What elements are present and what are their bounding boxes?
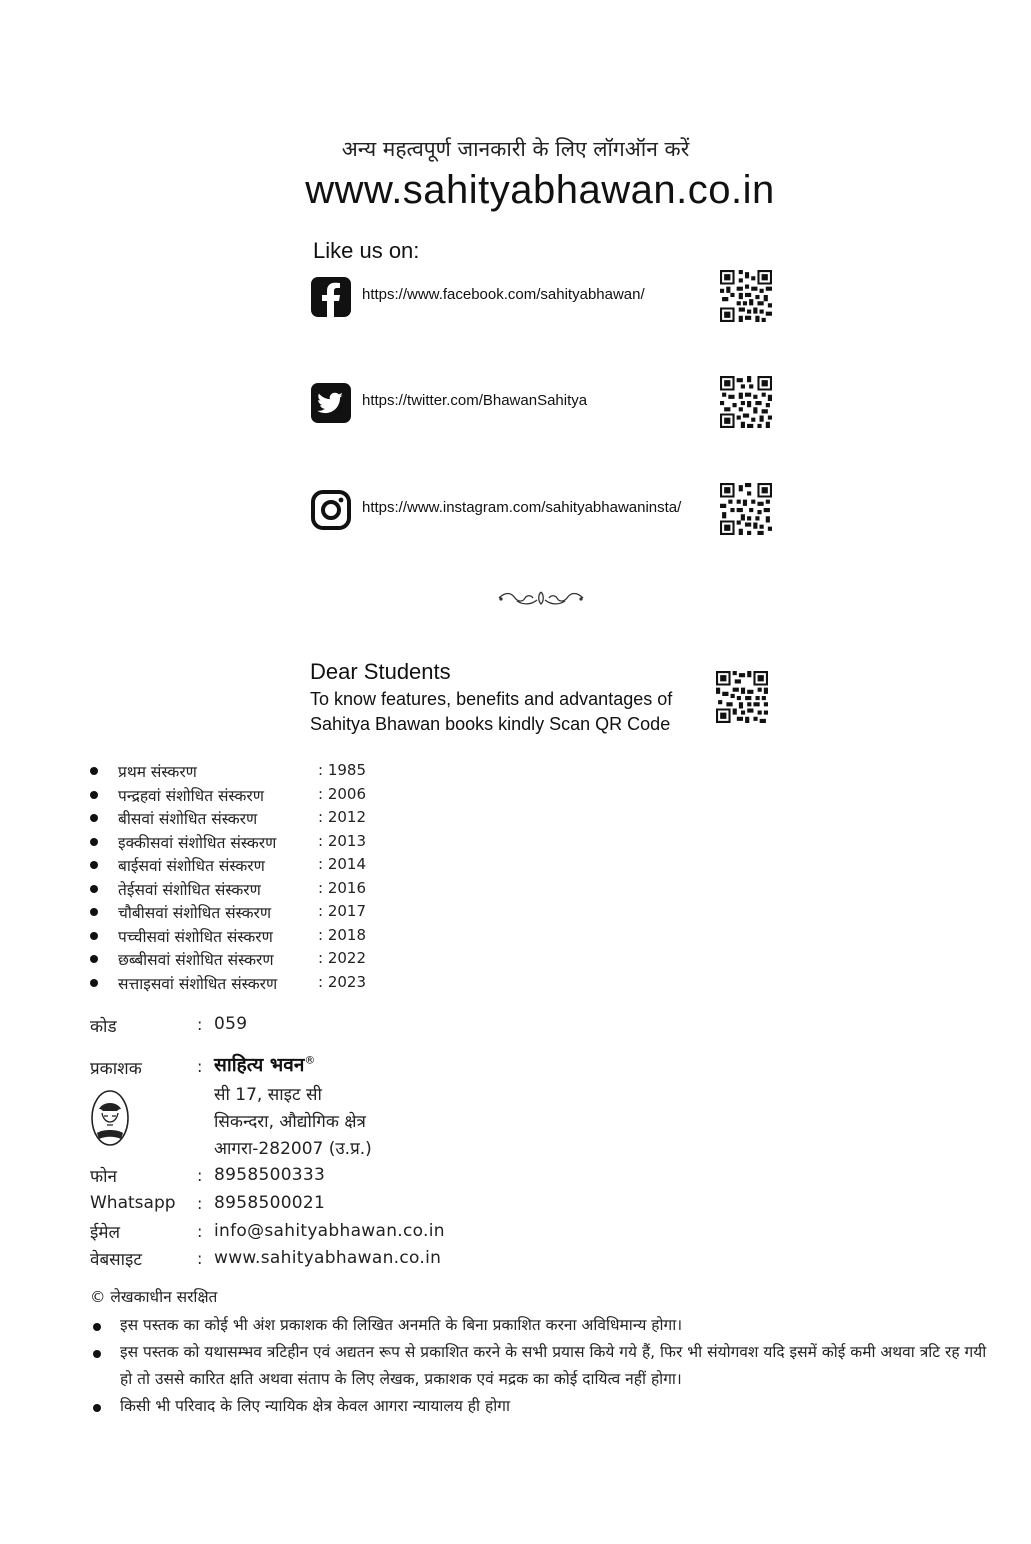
bullet-icon xyxy=(90,767,98,775)
bullet-icon xyxy=(90,838,98,846)
list-item: चौबीसवां संशोधित संस्करण : 2017 xyxy=(90,901,470,925)
qr-code-instagram xyxy=(720,483,772,535)
whatsapp-colon: : xyxy=(197,1194,203,1213)
bullet-icon xyxy=(90,791,98,799)
code-value: 059 xyxy=(214,1014,248,1034)
website-label: वेबसाइट xyxy=(90,1250,142,1270)
copyright-notice: © लेखकाधीन सरक्षित xyxy=(90,1288,218,1306)
website-value[interactable]: www.sahityabhawan.co.in xyxy=(214,1248,442,1268)
code-label: कोड xyxy=(90,1017,117,1037)
list-item: सत्ताइसवां संशोधित संस्करण : 2023 xyxy=(90,972,470,996)
address-line-2: सिकन्दरा, औद्योगिक क्षेत्र xyxy=(214,1112,366,1132)
bullet-icon xyxy=(93,1350,101,1358)
list-item: तेईसवां संशोधित संस्करण : 2016 xyxy=(90,878,470,902)
list-item: इक्कीसवां संशोधित संस्करण : 2013 xyxy=(90,831,470,855)
social-row-twitter[interactable] xyxy=(310,382,772,436)
website-heading[interactable]: www.sahityabhawan.co.in xyxy=(305,168,775,212)
twitter-icon[interactable] xyxy=(310,382,352,424)
bullet-icon xyxy=(90,908,98,916)
email-colon: : xyxy=(197,1222,203,1241)
list-item: बीसवां संशोधित संस्करण : 2012 xyxy=(90,807,470,831)
dear-students-line-2: Sahitya Bhawan books kindly Scan QR Code xyxy=(310,714,671,734)
logon-intro: अन्य महत्वपूर्ण जानकारी के लिए लॉगऑन करें xyxy=(341,137,690,161)
list-item: इस पस्तक को यथासम्भव त्रटिहीन एवं अद्यतन रूप से प्रकाशित करने के सभी प्रयास किये गये हैं, फिर भी संयोगवश यदि इसमें कोई कमी अथवा त्रटि रह गयी हो तो उससे कारित क्षति अथवा संताप के लिए लेखक, प्रकाशक एवं मद्रक का कोई दायित्व नहीं होगा। xyxy=(90,1339,995,1393)
ornament-divider xyxy=(497,588,585,608)
publisher-label: प्रकाशक xyxy=(90,1059,142,1079)
address-line-1: सी 17, साइट सी xyxy=(214,1085,322,1105)
social-row-instagram[interactable] xyxy=(310,489,772,543)
list-item: प्रथम संस्करण : 1985 xyxy=(90,760,470,784)
email-value[interactable]: info@sahityabhawan.co.in xyxy=(214,1221,445,1241)
whatsapp-value[interactable]: 8958500021 xyxy=(214,1193,326,1213)
email-label: ईमेल xyxy=(90,1223,121,1243)
qr-code-twitter xyxy=(720,376,772,428)
bullet-icon xyxy=(90,955,98,963)
publisher-name: साहित्य भवन® xyxy=(214,1053,316,1076)
bullet-icon xyxy=(90,932,98,940)
facebook-icon[interactable] xyxy=(310,276,352,318)
bullet-icon xyxy=(90,814,98,822)
instagram-icon[interactable] xyxy=(310,489,352,531)
social-row-facebook[interactable] xyxy=(310,276,772,330)
publisher-colon: : xyxy=(197,1057,203,1076)
phone-colon: : xyxy=(197,1166,203,1185)
like-us-heading: Like us on: xyxy=(313,238,420,263)
qr-code-features xyxy=(716,671,768,723)
list-item: इस पस्तक का कोई भी अंश प्रकाशक की लिखित अनमति के बिना प्रकाशित करना अविधिमान्य होगा। xyxy=(90,1312,995,1339)
list-item: पन्द्रहवां संशोधित संस्करण : 2006 xyxy=(90,784,470,808)
twitter-url[interactable]: https://twitter.com/BhawanSahitya xyxy=(362,392,588,409)
phone-value[interactable]: 8958500333 xyxy=(214,1165,326,1185)
list-item: पच्चीसवां संशोधित संस्करण : 2018 xyxy=(90,925,470,949)
publisher-logo-icon xyxy=(90,1089,130,1147)
editions-list xyxy=(90,760,470,995)
phone-label: फोन xyxy=(90,1167,117,1187)
bullet-icon xyxy=(90,861,98,869)
bullet-icon xyxy=(93,1404,101,1412)
bullet-icon xyxy=(90,885,98,893)
qr-code-facebook xyxy=(720,270,772,322)
list-item: बाईसवां संशोधित संस्करण : 2014 xyxy=(90,854,470,878)
instagram-url[interactable]: https://www.instagram.com/sahityabhawaninsta/ xyxy=(362,499,682,516)
legal-notes-list xyxy=(90,1312,995,1420)
list-item: किसी भी परिवाद के लिए न्यायिक क्षेत्र केवल आगरा न्यायालय ही होगा xyxy=(90,1393,995,1420)
website-colon: : xyxy=(197,1249,203,1268)
facebook-url[interactable]: https://www.facebook.com/sahityabhawan/ xyxy=(362,286,645,303)
bullet-icon xyxy=(93,1323,101,1331)
list-item: छब्बीसवां संशोधित संस्करण : 2022 xyxy=(90,948,470,972)
bullet-icon xyxy=(90,979,98,987)
dear-students-heading: Dear Students xyxy=(310,659,451,684)
dear-students-line-1: To know features, benefits and advantages of xyxy=(310,689,673,709)
address-line-3: आगरा-282007 (उ.प्र.) xyxy=(214,1139,372,1159)
whatsapp-label: Whatsapp xyxy=(90,1193,176,1213)
code-colon: : xyxy=(197,1015,203,1034)
